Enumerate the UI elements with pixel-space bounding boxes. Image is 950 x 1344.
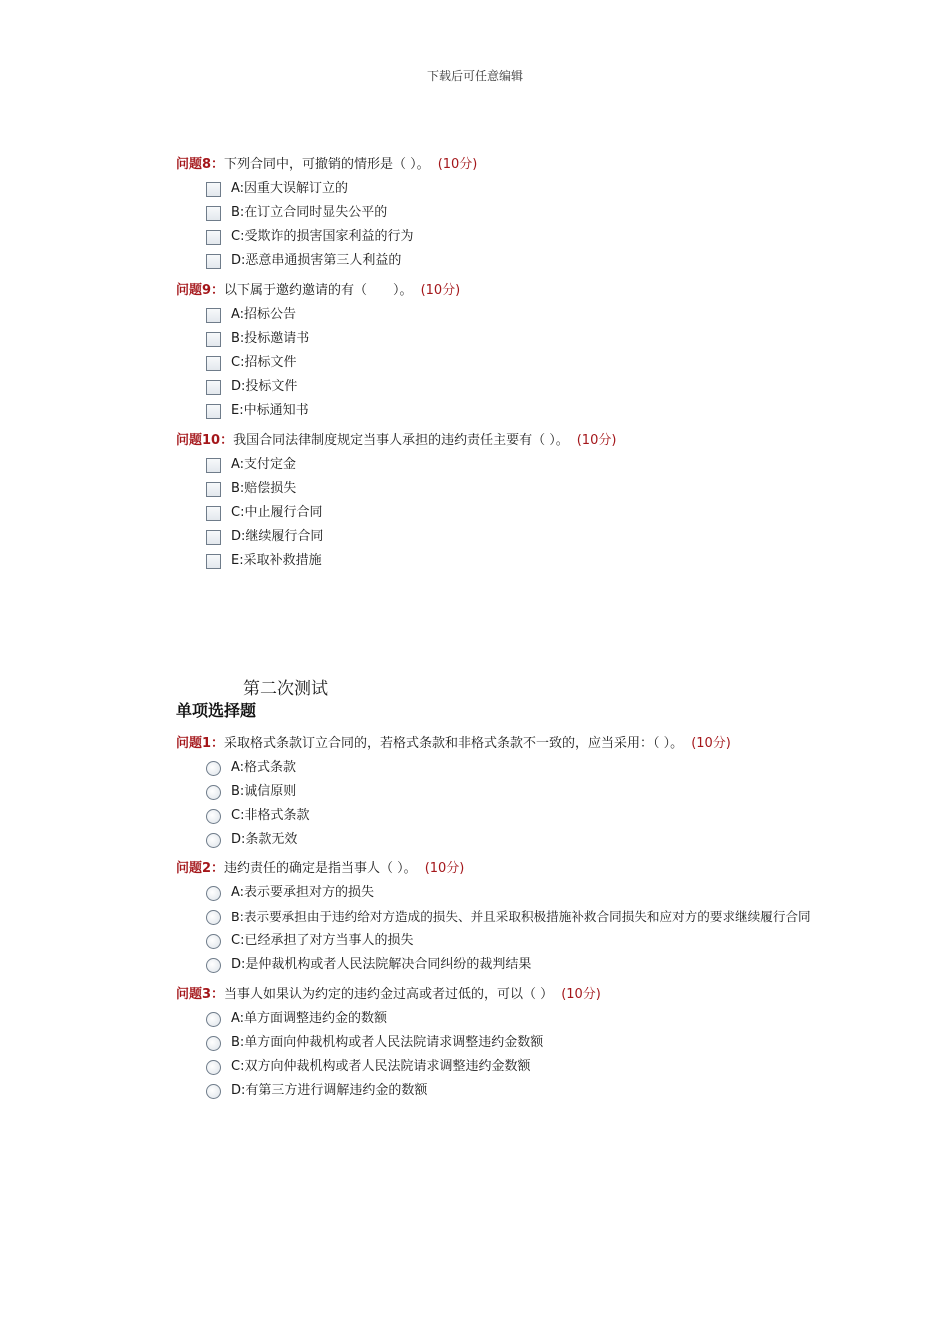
- checkbox[interactable]: [206, 230, 221, 245]
- option-text: D:条款无效: [231, 832, 298, 847]
- question-label: 问题9：: [176, 283, 225, 298]
- question-points: (10分): [420, 283, 461, 298]
- radio-button[interactable]: [206, 958, 221, 973]
- option-text: A:表示要承担对方的损失: [231, 885, 375, 900]
- checkbox[interactable]: [206, 380, 221, 395]
- question-text: 违约责任的确定是指当事人（ ）。: [224, 861, 417, 876]
- option-d[interactable]: [206, 953, 930, 977]
- question-points: (10分): [691, 736, 731, 751]
- question-label: 问题1：: [176, 736, 225, 751]
- radio-button[interactable]: [206, 833, 221, 848]
- option-text: C:双方向仲裁机构或者人民法院请求调整违约金数额: [231, 1059, 531, 1074]
- option-a[interactable]: [206, 881, 930, 905]
- checkbox[interactable]: [206, 206, 221, 221]
- question-text: 以下属于邀约邀请的有（ ）。: [224, 283, 413, 298]
- radio-button[interactable]: [206, 1012, 221, 1027]
- section-title: 第二次测试: [243, 679, 328, 699]
- checkbox[interactable]: [206, 356, 221, 371]
- question-text: 采取格式条款订立合同的，若格式条款和非格式条款不一致的，应当采用：（ ）。: [224, 736, 684, 751]
- checkbox[interactable]: [206, 254, 221, 269]
- option-b[interactable]: [206, 1031, 930, 1055]
- radio-button[interactable]: [206, 1060, 221, 1075]
- checkbox[interactable]: [206, 506, 221, 521]
- option-text: C:非格式条款: [231, 808, 310, 823]
- question-points: (10分): [576, 433, 617, 448]
- question-header: [176, 153, 930, 177]
- option-text: C:中止履行合同: [231, 505, 323, 520]
- question-label: 问题10：: [176, 433, 234, 448]
- option-c[interactable]: [206, 1055, 930, 1079]
- question-1: [176, 732, 930, 852]
- question-8: [176, 153, 930, 273]
- question-header: [176, 732, 930, 756]
- option-d[interactable]: [206, 1079, 930, 1103]
- question-2: [176, 857, 930, 977]
- option-d[interactable]: [206, 249, 930, 273]
- page-header: 下载后可任意编辑: [426, 69, 523, 83]
- option-text: B:单方面向仲裁机构或者人民法院请求调整违约金数额: [231, 1035, 544, 1050]
- checkbox[interactable]: [206, 308, 221, 323]
- radio-button[interactable]: [206, 809, 221, 824]
- radio-button[interactable]: [206, 934, 221, 949]
- question-3: [176, 983, 930, 1103]
- option-a[interactable]: [206, 177, 930, 201]
- question-9: [176, 279, 930, 423]
- question-points: (10分): [424, 861, 465, 876]
- option-b[interactable]: [206, 780, 930, 804]
- option-text: B:表示要承担由于违约给对方造成的损失、并且采取积极措施补救合同损失和应对方的要求继续履行合同: [231, 909, 811, 924]
- question-label: 问题8：: [176, 157, 225, 172]
- radio-button[interactable]: [206, 761, 221, 776]
- option-a[interactable]: [206, 1007, 930, 1031]
- option-b[interactable]: [206, 905, 930, 929]
- section-subtitle: 单项选择题: [176, 701, 257, 720]
- question-points: (10分): [437, 157, 478, 172]
- option-text: E:中标通知书: [231, 403, 309, 418]
- option-text: D:是仲裁机构或者人民法院解决合同纠纷的裁判结果: [231, 957, 532, 972]
- option-text: D:恶意串通损害第三人利益的: [231, 253, 402, 268]
- option-a[interactable]: [206, 303, 930, 327]
- option-text: E:采取补救措施: [231, 553, 322, 568]
- question-text: 我国合同法律制度规定当事人承担的违约责任主要有（ ）。: [233, 433, 569, 448]
- option-text: C:招标文件: [231, 355, 297, 370]
- option-c[interactable]: [206, 225, 930, 249]
- checkbox[interactable]: [206, 458, 221, 473]
- option-text: B:在订立合同时显失公平的: [231, 205, 388, 220]
- option-text: B:赔偿损失: [231, 481, 297, 496]
- question-header: [176, 279, 930, 303]
- question-label: 问题2：: [176, 861, 225, 876]
- option-text: C:受欺诈的损害国家利益的行为: [231, 229, 414, 244]
- question-header: [176, 857, 930, 881]
- checkbox[interactable]: [206, 530, 221, 545]
- question-points: (10分): [561, 987, 601, 1002]
- option-text: B:投标邀请书: [231, 331, 310, 346]
- option-a[interactable]: [206, 756, 930, 780]
- option-text: C:已经承担了对方当事人的损失: [231, 933, 414, 948]
- radio-button[interactable]: [206, 886, 221, 901]
- option-d[interactable]: [206, 375, 930, 399]
- question-text: 当事人如果认为约定的违约金过高或者过低的，可以（ ）: [224, 987, 554, 1002]
- option-text: A:单方面调整违约金的数额: [231, 1011, 388, 1026]
- radio-button[interactable]: [206, 785, 221, 800]
- option-text: D:继续履行合同: [231, 529, 324, 544]
- option-b[interactable]: [206, 201, 930, 225]
- option-text: D:有第三方进行调解违约金的数额: [231, 1083, 428, 1098]
- option-a[interactable]: [206, 453, 930, 477]
- checkbox[interactable]: [206, 482, 221, 497]
- checkbox[interactable]: [206, 332, 221, 347]
- checkbox[interactable]: [206, 554, 221, 569]
- radio-button[interactable]: [206, 910, 221, 925]
- option-b[interactable]: [206, 477, 930, 501]
- option-text: A:招标公告: [231, 307, 297, 322]
- option-text: A:支付定金: [231, 457, 297, 472]
- option-c[interactable]: [206, 804, 930, 828]
- option-e[interactable]: [206, 399, 930, 423]
- option-c[interactable]: [206, 351, 930, 375]
- question-text: 下列合同中，可撤销的情形是（ ）。: [224, 157, 430, 172]
- option-c[interactable]: [206, 929, 930, 953]
- option-d[interactable]: [206, 525, 930, 549]
- option-e[interactable]: [206, 549, 930, 573]
- checkbox[interactable]: [206, 404, 221, 419]
- question-header: [176, 983, 930, 1007]
- radio-button[interactable]: [206, 1084, 221, 1099]
- option-d[interactable]: [206, 828, 930, 852]
- option-b[interactable]: [206, 327, 930, 351]
- checkbox[interactable]: [206, 182, 221, 197]
- question-10: [176, 429, 930, 573]
- option-c[interactable]: [206, 501, 930, 525]
- option-text: B:诚信原则: [231, 784, 297, 799]
- option-text: D:投标文件: [231, 379, 298, 394]
- option-text: A:格式条款: [231, 760, 297, 775]
- radio-button[interactable]: [206, 1036, 221, 1051]
- question-label: 问题3：: [176, 987, 225, 1002]
- question-header: [176, 429, 930, 453]
- option-text: A:因重大误解订立的: [231, 181, 349, 196]
